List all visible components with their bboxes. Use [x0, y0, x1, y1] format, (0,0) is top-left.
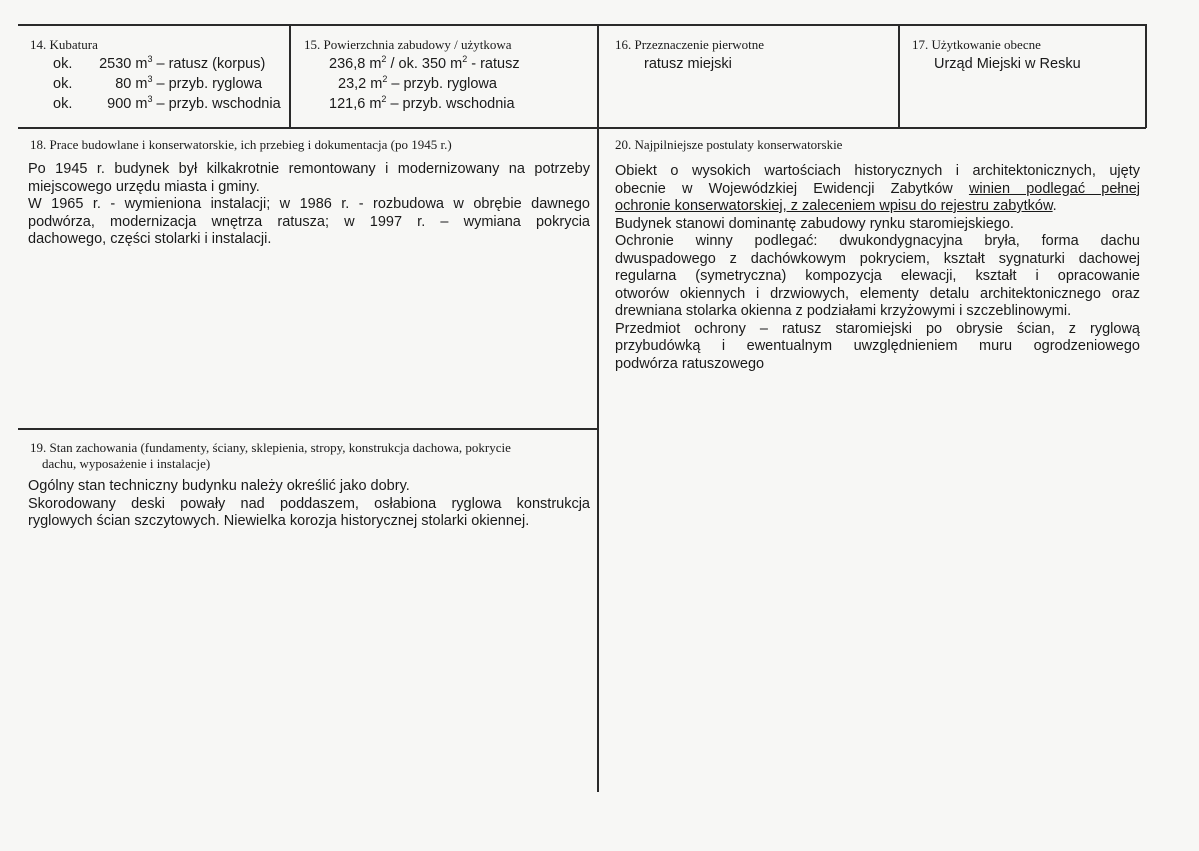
powierzchnia-row: 236,8 $m^2$ / ok. 350 $m^2$ - ratusz [329, 54, 520, 72]
section-prace-budowlane [30, 137, 590, 249]
section-przeznaczenie [615, 37, 895, 74]
section-16-value: ratusz miejski [644, 56, 732, 72]
section-20-label: 20. Najpilniejsze postulaty konserwatorskie [615, 137, 843, 152]
top-border [18, 24, 1146, 26]
section-postulaty [615, 137, 1140, 373]
right-vertical-line [1145, 24, 1147, 128]
vertical-divider-3 [898, 24, 900, 128]
section-uzytkowanie [912, 37, 1142, 74]
section-18-label: 18. Prace budowlane i konserwatorskie, ich przebieg i dokumentacja (po 1945 r.) [30, 137, 452, 152]
section-19-text: Ogólny stan techniczny budynku należy określić jako dobry. Skorodowany deski powały nad poddaszem, osłabiona ryglowa konstrukcja ryglowych ścian szczytowych. Niewielka korozja historycznej stolarki okiennej. [28, 478, 590, 529]
section-17-value: Urząd Miejski w Resku [934, 56, 1081, 72]
section-17-label: 17. Użytkowanie obecne [912, 37, 1041, 52]
section-18-text: Po 1945 r. budynek był kilkakrotnie remontowany i modernizowany na potrzeby miejscowego urzędu miasta i gminy. W 1965 r. - wymieniona instalacji; w 1986 r. - rozbudowa w obrębie dawnego podwórza, modernizacja wnętrza ratusza; w 1997 r. – wymiana pokrycia dachowego, części stolarki i instalacji. [28, 161, 590, 247]
section-stan-zachowania [30, 440, 590, 531]
powierzchnia-row: 121,6 $m^2$ – przyb. wschodnia [329, 94, 515, 112]
section-20-text: Obiekt o wysokich wartościach historycznych i architektonicznych, ujęty obecnie w Wojewódzkiej Ewidencji Zabytków winien podlegać pełnej ochronie konserwatorskiej, z zaleceniem wpisu do rejestru zabytków. Budynek stanowi dominantę zabudowy rynku staromiejskiego. Ochronie winny podlegać: dwukondygnacyjna bryła, forma dachu dwuspadowego z dachówkowym pokryciem, kształt sygnaturki dachowej regularna (symetryczna) kompozycja elewacji, kształt i opracowanie otworów okiennych i drzwiowych, elementy detalu architektonicznego oraz drewniana stolarka okienna z podziałami krzyżowymi i szczeblinowymi. Przedmiot ochrony – ratusz staromiejski po obrysie ścian, z ryglową przybudówką i ewentualnym uwzględnieniem muru ogrodzeniowego podwórza ratuszowego [615, 163, 1140, 372]
section-14-label: 14. Kubatura [30, 37, 98, 52]
section-19-label: 19. Stan zachowania (fundamenty, ściany, sklepienia, stropy, konstrukcja dachowa, pokrycie dachu, wyposażenie i instalacje) [30, 440, 511, 471]
left-col-divider-line [18, 428, 598, 430]
kubatura-row: ok. 900 $m^3$ – przyb. wschodnia [53, 94, 281, 112]
section-powierzchnia [304, 37, 594, 114]
section-16-label: 16. Przeznaczenie pierwotne [615, 37, 765, 52]
vertical-divider-main [597, 24, 599, 792]
kubatura-row: ok. 80 $m^3$ – przyb. ryglowa [53, 74, 263, 92]
mid-horizontal-line [18, 127, 1146, 129]
section-15-label: 15. Powierzchnia zabudowy / użytkowa [304, 37, 512, 52]
section-kubatura [30, 37, 285, 114]
vertical-divider-1 [289, 24, 291, 128]
powierzchnia-row: 23,2 $m^2$ – przyb. ryglowa [338, 74, 497, 92]
kubatura-row: ok. 2530 $m^3$ – ratusz (korpus) [53, 54, 266, 72]
